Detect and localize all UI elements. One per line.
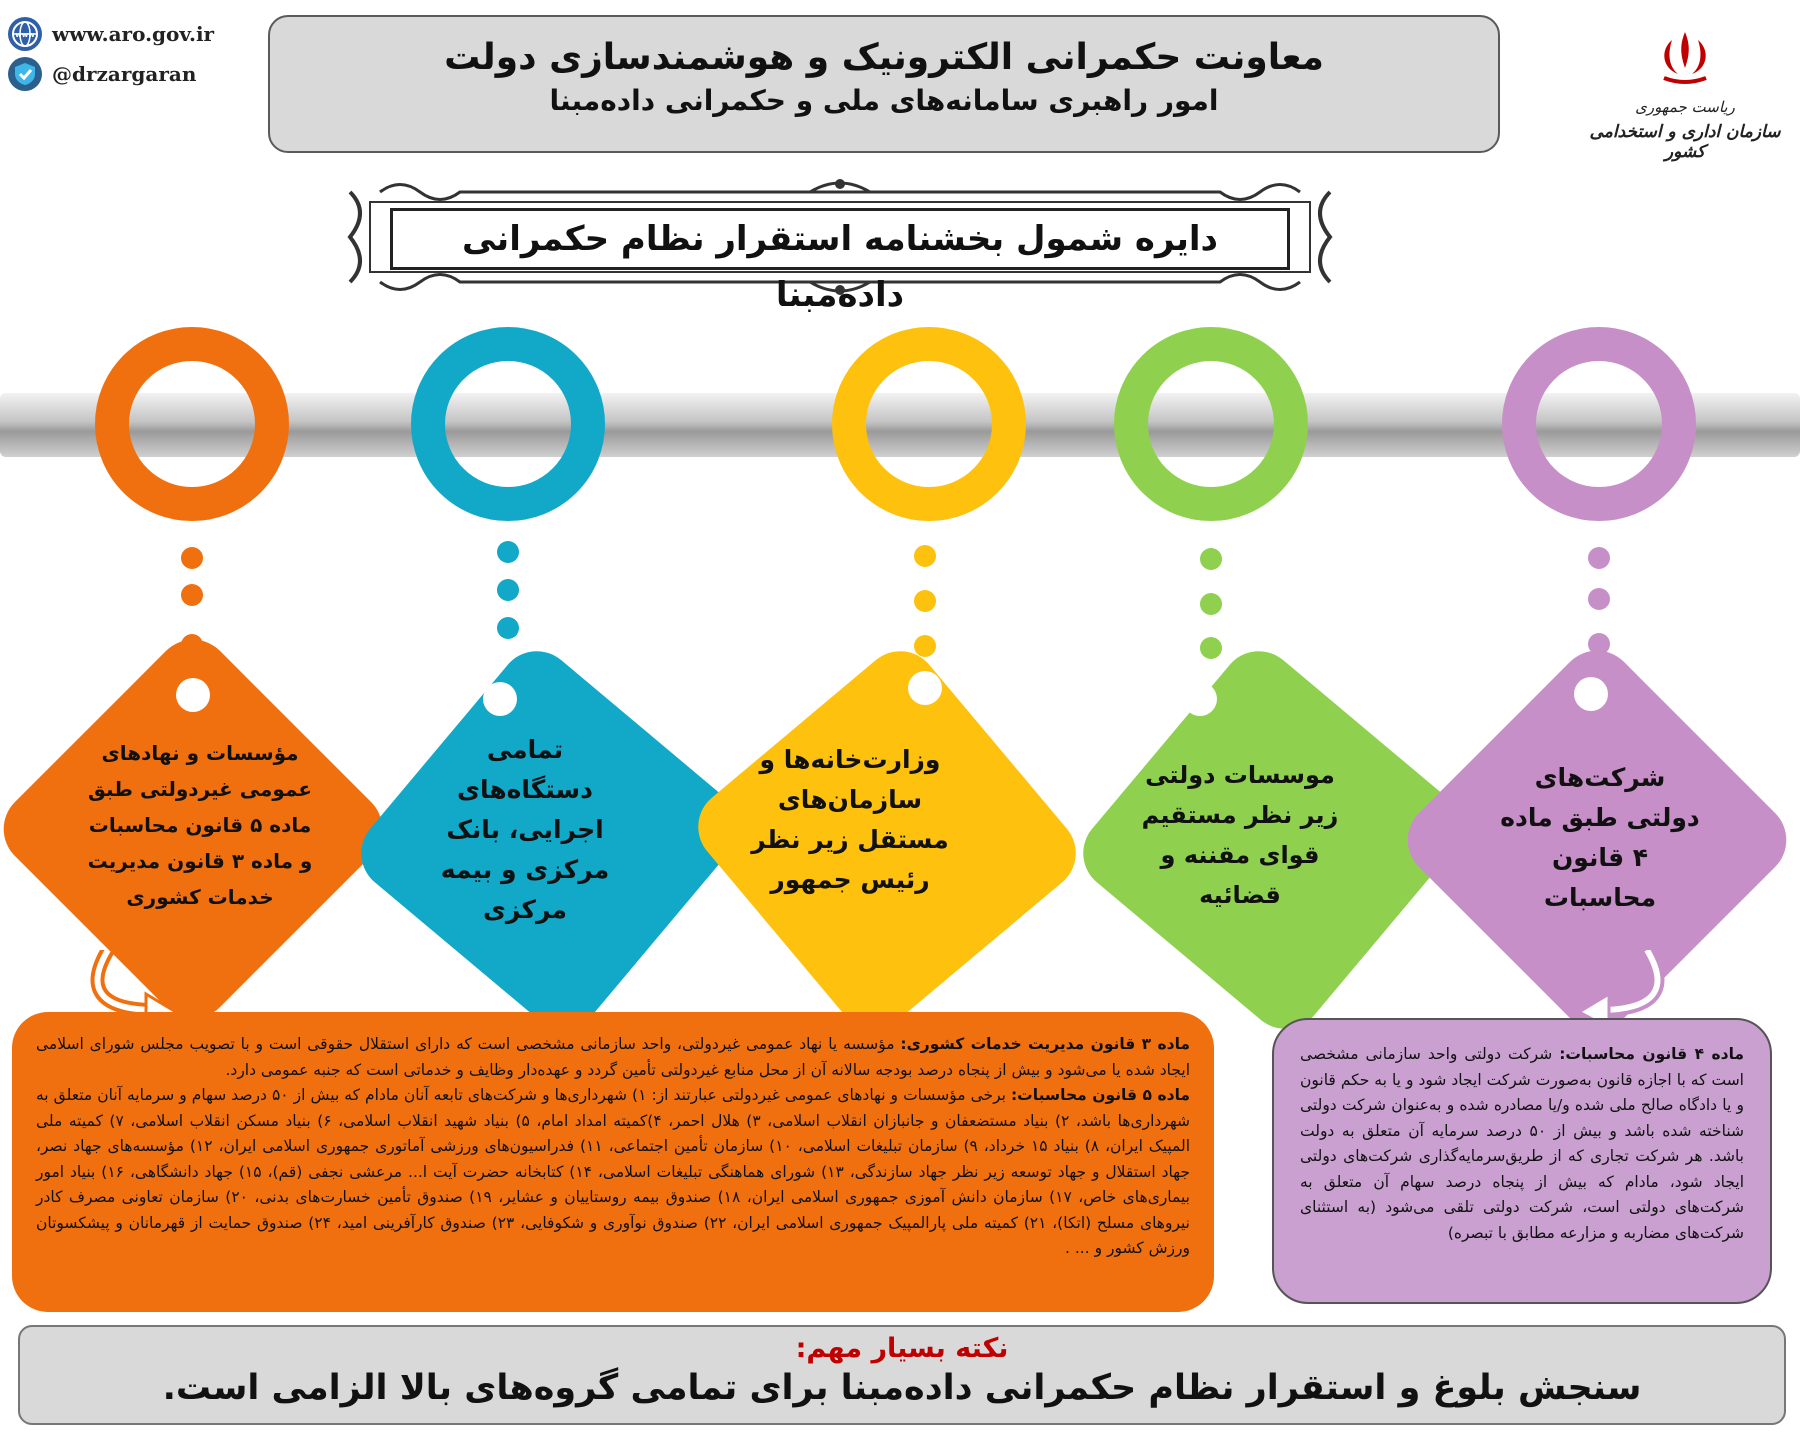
logo-line1: ریاست جمهوری — [1635, 98, 1735, 116]
hole-orange — [176, 678, 210, 712]
header-subtitle: امور راهبری سامانه‌های ملی و حکمرانی داده‌مبنا — [549, 84, 1219, 117]
ring-blue — [411, 327, 605, 521]
handle-row[interactable] — [8, 54, 214, 94]
purple-heading-1: ماده ۴ قانون محاسبات: — [1559, 1045, 1744, 1063]
dot-yellow-3 — [914, 635, 936, 657]
ring-purple — [1502, 327, 1696, 521]
note-body: سنجش بلوغ و استقرار نظام حکمرانی داده‌مبنا برای تمامی گروه‌های بالا الزامی است. — [162, 1368, 1642, 1408]
hole-green — [1183, 682, 1217, 716]
orange-heading-2: ماده ۵ قانون محاسبات: — [1010, 1086, 1191, 1104]
dot-orange-2 — [181, 584, 203, 606]
category-label-5: شرکت‌های دولتی طبق ماده ۴ قانون محاسبات — [1500, 763, 1700, 912]
header-title: معاونت حکمرانی الکترونیک و هوشمندسازی دولت — [444, 37, 1324, 78]
important-note — [18, 1325, 1786, 1425]
purple-info-panel — [1272, 1018, 1772, 1304]
dot-purple-1 — [1588, 547, 1610, 569]
dot-blue-1 — [497, 541, 519, 563]
ring-yellow — [832, 327, 1026, 521]
orange-text-2: برخی مؤسسات و نهادهای عمومی غیردولتی عبارتند از: ۱) شهرداری‌ها و شرکت‌های تابعه آنان مادام که بیش از ۵۰ درصد سهام و سرمایه آنان متعلق به شهرداری‌ها باشد، ۲) بنیاد مستضعفان و جانبازان انقلاب اسلامی، ۳) هلال احمر، ۴)کمیته امداد امام، ۵) بنیاد شهید انقلاب اسلامی، ۶) بنیاد مسکن انقلاب اسلامی، ۷) کمیته ملی المپیک ایران، ۸) بنیاد ۱۵ خرداد، ۹) سازمان تبلیغات اسلامی، ۱۰) سازمان تأمین اجتماعی، ۱۱) فدراسیون‌های ورزشی آماتوری جمهوری اسلامی ایران، ۱۲) مؤسسه‌های جهاد نصر، جهاد استقلال و جهاد توسعه زیر نظر جهاد سازندگی، ۱۳) شورای هماهنگی تبلیغات اسلامی، ۱۴) کتابخانه حضرت آیت ا... مرعشی نجفی (قم)، ۱۵) جهاد دانشگاهی، ۱۶) بنیاد امور بیماری‌های خاص، ۱۷) سازمان دانش آموزی جمهوری اسلامی ایران، ۱۸) صندوق بیمه روستاییان و عشایر، ۱۹) صندوق تأمین خسارت‌های بدنی، ۲۰) سازمان تعاونی مصرف کادر نیروهای مسلح (اتکا)، ۲۱) کمیته ملی پارالمپیک جمهوری اسلامی ایران، ۲۲) صندوق نوآوری و شکوفایی، ۲۳) صندوق کارآفرینی امید، ۲۴) صندوق حمایت از قهرمانان و پیشکسوتان ورزش کشور و ... . — [36, 1086, 1191, 1257]
website-text: www.aro.gov.ir — [52, 22, 215, 46]
dot-purple-2 — [1588, 588, 1610, 610]
main-title: دایره شمول بخشنامه استقرار نظام حکمرانی داده‌مبنا — [390, 208, 1290, 270]
header-box — [268, 15, 1500, 153]
globe-icon — [8, 17, 42, 51]
dot-orange-1 — [181, 547, 203, 569]
hole-yellow — [908, 671, 942, 705]
ring-orange — [95, 327, 289, 521]
dot-green-1 — [1200, 548, 1222, 570]
purple-text-1: شرکت دولتی واحد سازمانی مشخصی است که با اجازه قانون به‌صورت شرکت ایجاد شود و یا به حکم قانون و یا دادگاه صالح ملی شده و/یا مصادره شده و به‌عنوان شرکت دولتی شناخته شده باشد و بیش از ۵۰ درصد سرمایه آن متعلق به دولت باشد. هر شرکت تجاری که از طریق‌سرمایه‌گذاری شرکت‌های دولتی ایجاد شود، مادام که بیش از پنجاه درصد سهام آن متعلق به شرکت‌های دولتی است، شرکت دولتی تلقی می‌شود (به استثنای شرکت‌های مضاربه و مزارعه مطابق با تبصره) — [1300, 1045, 1744, 1242]
hole-purple — [1574, 677, 1608, 711]
note-title: نکته بسیار مهم: — [795, 1333, 1009, 1364]
contact-block — [8, 14, 214, 94]
organization-logo — [1585, 28, 1785, 178]
hole-blue — [483, 682, 517, 716]
dot-green-3 — [1200, 637, 1222, 659]
website-row[interactable] — [8, 14, 214, 54]
dot-green-2 — [1200, 593, 1222, 615]
verified-check-icon — [8, 57, 42, 91]
logo-line2: سازمان اداری و استخدامی کشور — [1589, 122, 1781, 162]
category-label-3: وزارت‌خانه‌ها و سازمان‌های مستقل زیر نظر رئیس جمهور — [751, 745, 949, 894]
svg-text:www: www — [15, 31, 35, 39]
handle-text: @drzargaran — [52, 62, 197, 86]
emblem-icon — [1650, 28, 1720, 90]
ring-green — [1114, 327, 1308, 521]
category-label-2: تمامی دستگاه‌های اجرایی، بانک مرکزی و بیمه مرکزی — [440, 735, 610, 924]
dot-blue-2 — [497, 579, 519, 601]
orange-info-panel — [12, 1012, 1214, 1312]
orange-text-1: مؤسسه یا نهاد عمومی غیردولتی، واحد سازمانی مشخصی است که دارای استقلال حقوقی است و با تصویب مجلس شورای اسلامی ایجاد شده یا می‌شود و بیش از پنجاه درصد بودجه سالانه آن از محل منابع غیردولتی تأمین گردد و عهده‌دار وظایف و خدماتی است که جنبه عمومی دارد. — [36, 1035, 1190, 1079]
category-label-4: موسسات دولتی زیر نظر مستقیم قوای مقننه و قضائیه — [1141, 761, 1339, 909]
orange-heading-1: ماده ۳ قانون مدیریت خدمات کشوری: — [900, 1035, 1190, 1053]
dot-yellow-1 — [914, 545, 936, 567]
dot-yellow-2 — [914, 590, 936, 612]
dot-blue-3 — [497, 617, 519, 639]
category-label-1: مؤسسات و نهادهای عمومی غیردولتی طبق ماده ۵ قانون محاسبات و ماده ۳ قانون مدیریت خدمات کشوری — [87, 741, 313, 909]
